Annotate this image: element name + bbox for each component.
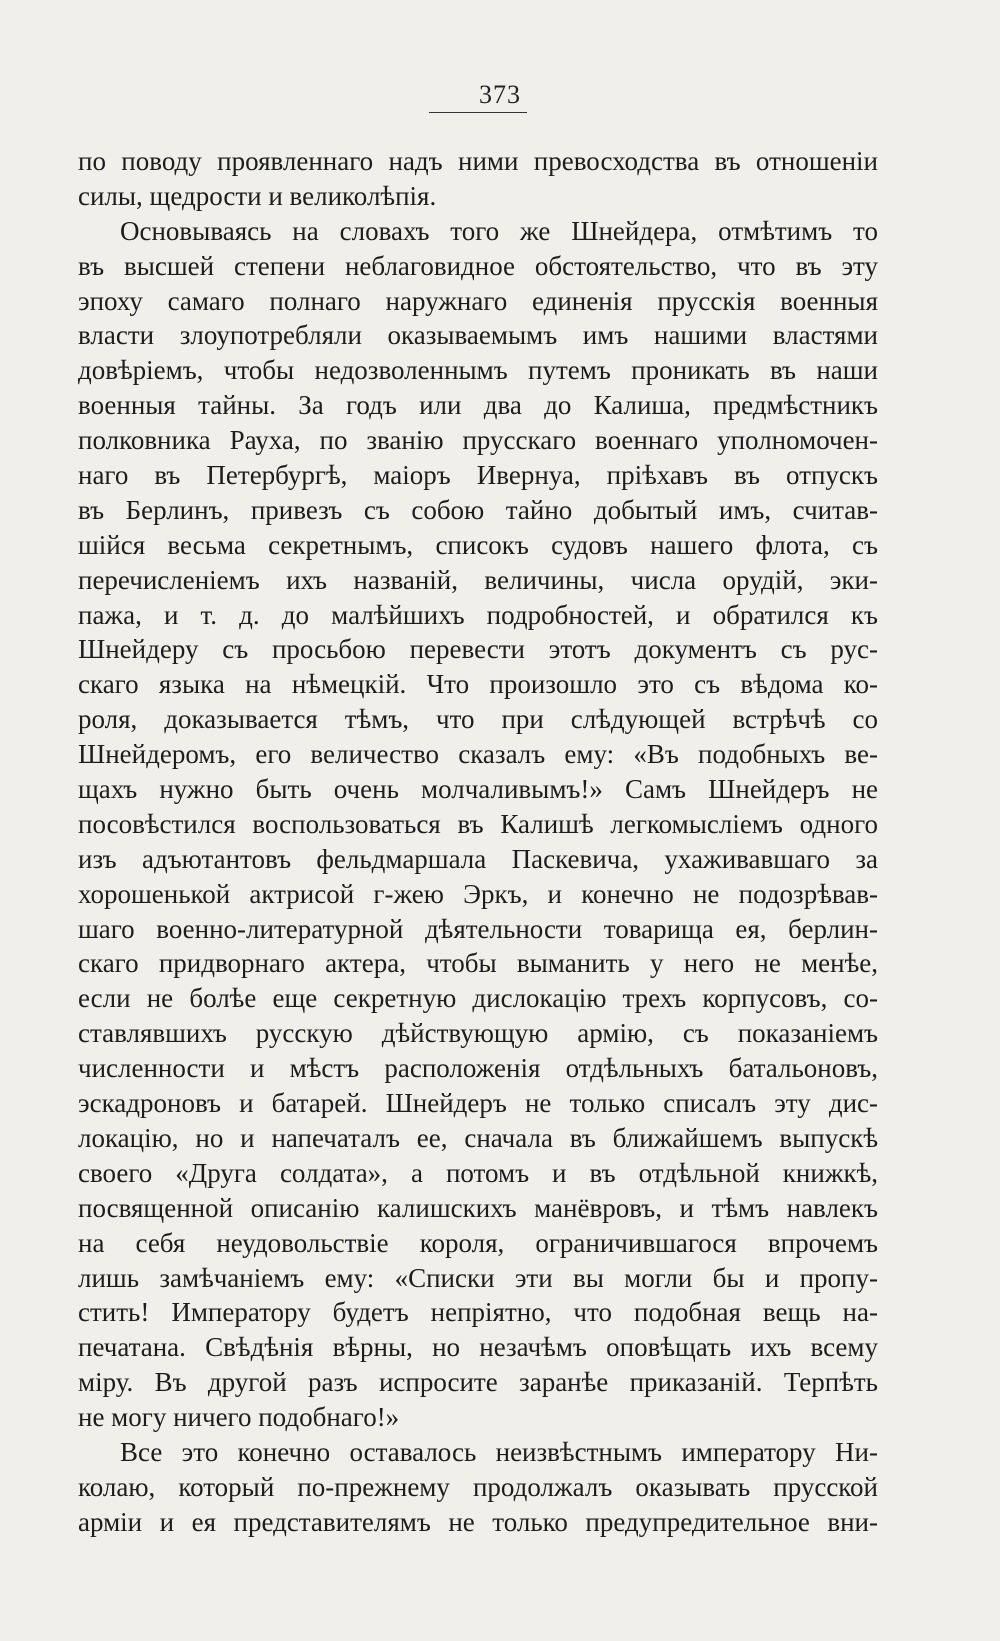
text-line: печатана. Свѣдѣнія вѣрны, но незачѣмъ оповѣщать ихъ всему [78,1332,878,1363]
text-line: въ Берлинъ, привезъ съ собою тайно добытый имъ, считав- [78,494,878,525]
text-line: локацію, но и напечаталъ ее, сначала въ ближайшемъ выпускѣ [78,1122,878,1153]
text-line: эскадроновъ и батарей. Шнейдеръ не только списалъ эту дис- [78,1088,878,1119]
text-line: перечисленіемъ ихъ названій, величины, числа орудій, эки- [78,564,878,595]
text-line: довѣріемъ, чтобы недозволеннымъ путемъ проникать въ наши [78,355,878,386]
text-line: скаго языка на нѣмецкій. Что произошло это съ вѣдома ко- [78,669,878,700]
text-line: пажа, и т. д. до малѣйшихъ подробностей, и обратился къ [78,599,878,630]
text-line: по поводу проявленнаго надъ ними превосходства въ отношеніи [78,146,878,176]
text-line: въ высшей степени неблаговидное обстоятельство, что въ эту [78,250,878,281]
text-line: роля, доказывается тѣмъ, что при слѣдующей встрѣчѣ со [78,704,878,735]
text-line: военныя тайны. За годъ или два до Калиша, предмѣстникъ [78,390,878,421]
text-line: власти злоупотребляли оказываемымъ имъ нашими властями [78,320,878,351]
page-number: 373 [479,80,521,109]
text-line: Шнейдеру съ просьбою перевести этотъ документъ съ рус- [78,634,878,665]
body-text [78,144,878,1540]
text-line: Основываясь на словахъ того же Шнейдера, отмѣтимъ то [120,215,878,246]
text-line: щахъ нужно быть очень молчаливымъ!» Самъ Шнейдеръ не [78,774,878,805]
page-number-rule [429,112,527,113]
text-line: Шнейдеромъ, его величество сказалъ ему: «Въ подобныхъ ве- [78,739,878,770]
text-line: эпоху самаго полнаго наружнаго единенія прусскія военныя [78,285,878,316]
text-line: на себя неудовольствіе короля, ограничившагося впрочемъ [78,1227,878,1258]
text-line: не могу ничего подобнаго!» [78,1402,400,1433]
text-line: хорошенькой актрисой г-жею Эркъ, и конечно не подозрѣвав- [78,878,878,909]
text-line: шійся весьма секретнымъ, списокъ судовъ нашего флота, съ [78,529,878,560]
text-line: скаго придворнаго актера, чтобы выманить у него не менѣе, [78,948,878,979]
text-line: изъ адъютантовъ фельдмаршала Паскевича, ухаживавшаго за [78,843,878,874]
text-line: посвященной описанію калишскихъ манёвровъ, и тѣмъ навлекъ [78,1192,878,1223]
text-line: стить! Императору будетъ непріятно, что подобная вещь на- [78,1297,878,1328]
text-line: ставлявшихъ русскую дѣйствующую армію, съ показаніемъ [78,1018,878,1049]
text-line: арміи и ея представителямъ не только предупредительное вни- [78,1506,878,1537]
text-line: шаго военно-литературной дѣятельности товарища ея, берлин- [78,913,878,944]
text-line: лишь замѣчаніемъ ему: «Списки эти вы могли бы и пропу- [78,1262,878,1293]
text-line: полковника Рауха, по званію прусскаго военнаго уполномочен- [78,425,878,456]
text-line: численности и мѣстъ расположенія отдѣльныхъ батальоновъ, [78,1053,878,1084]
text-line: Все это конечно оставалось неизвѣстнымъ императору Ни- [120,1436,878,1467]
text-line: если не болѣе еще секретную дислокацію трехъ корпусовъ, со- [78,983,878,1014]
text-line: колаю, который по-прежнему продолжалъ оказывать прусской [78,1471,878,1502]
text-line: наго въ Петербургѣ, маіоръ Ивернуа, пріѣхавъ въ отпускъ [78,460,878,491]
text-line: своего «Друга солдата», а потомъ и въ отдѣльной книжкѣ, [78,1157,878,1188]
text-line: посовѣстился воспользоваться въ Калишѣ легкомысліемъ одного [78,808,878,839]
text-line: силы, щедрости и великолѣпія. [78,180,437,211]
text-line: міру. Въ другой разъ испросите заранѣе приказаній. Терпѣть [78,1367,878,1398]
